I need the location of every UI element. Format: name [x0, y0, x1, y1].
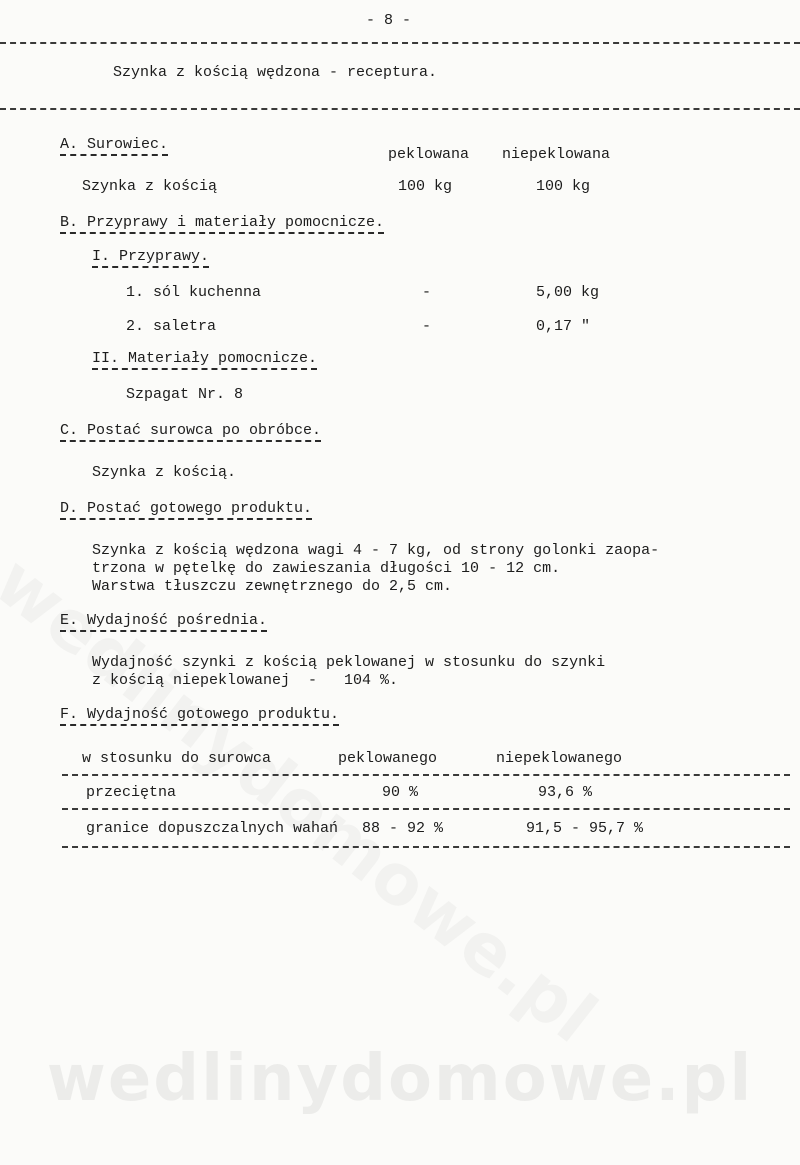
- top-divider: [0, 42, 800, 44]
- section-d-line: trzona w pętelkę do zawieszania długości 10 - 12 cm.: [92, 560, 561, 577]
- materials-subheading: II. Materiały pomocnicze.: [92, 350, 317, 370]
- yield-table-header-uncured: niepeklowanego: [496, 750, 623, 767]
- column-cured-header: peklowana: [388, 146, 470, 163]
- yield-row-uncured: 91,5 - 95,7 %: [526, 820, 644, 837]
- spices-subheading: I. Przyprawy.: [92, 248, 209, 268]
- spice-amount: 5,00 kg: [536, 284, 600, 301]
- yield-table-rule: [62, 846, 790, 848]
- yield-table-header-label: w stosunku do surowca: [82, 750, 272, 767]
- raw-material-uncured-value: 100 kg: [536, 178, 591, 195]
- spice-dash: -: [422, 284, 432, 301]
- document-title: Szynka z kością wędzona - receptura.: [113, 64, 438, 81]
- bottom-watermark: wedlinydomowe.pl: [46, 1042, 754, 1116]
- section-d-line: Warstwa tłuszczu zewnętrznego do 2,5 cm.: [92, 578, 453, 595]
- section-e-line: Wydajność szynki z kością peklowanej w stosunku do szynki: [92, 654, 606, 671]
- raw-material-name: Szynka z kością: [82, 178, 218, 195]
- section-c-text: Szynka z kością.: [92, 464, 237, 481]
- section-c-heading: C. Postać surowca po obróbce.: [60, 422, 321, 442]
- section-f-heading: F. Wydajność gotowego produktu.: [60, 706, 339, 726]
- yield-row-label: przeciętna: [86, 784, 177, 801]
- spice-dash: -: [422, 318, 432, 335]
- section-a-heading: A. Surowiec.: [60, 136, 168, 156]
- yield-row-cured: 88 - 92 %: [362, 820, 444, 837]
- yield-table-rule: [62, 808, 790, 810]
- section-d-heading: D. Postać gotowego produktu.: [60, 500, 312, 520]
- yield-table-rule: [62, 774, 790, 776]
- column-uncured-header: niepeklowana: [502, 146, 611, 163]
- yield-row-label: granice dopuszczalnych wahań: [86, 820, 339, 837]
- raw-material-cured-value: 100 kg: [398, 178, 453, 195]
- section-b-heading: B. Przyprawy i materiały pomocnicze.: [60, 214, 384, 234]
- section-e-line: z kością niepeklowanej - 104 %.: [92, 672, 399, 689]
- yield-row-uncured: 93,6 %: [538, 784, 593, 801]
- yield-row-cured: 90 %: [382, 784, 419, 801]
- section-e-heading: E. Wydajność pośrednia.: [60, 612, 267, 632]
- materials-text: Szpagat Nr. 8: [126, 386, 244, 403]
- title-divider: [0, 108, 800, 110]
- spice-name: 1. sól kuchenna: [126, 284, 262, 301]
- page-number: - 8 -: [366, 12, 412, 29]
- spice-name: 2. saletra: [126, 318, 217, 335]
- spice-amount: 0,17 ": [536, 318, 591, 335]
- yield-table-header-cured: peklowanego: [338, 750, 438, 767]
- section-d-line: Szynka z kością wędzona wagi 4 - 7 kg, od strony golonki zaopa-: [92, 542, 660, 559]
